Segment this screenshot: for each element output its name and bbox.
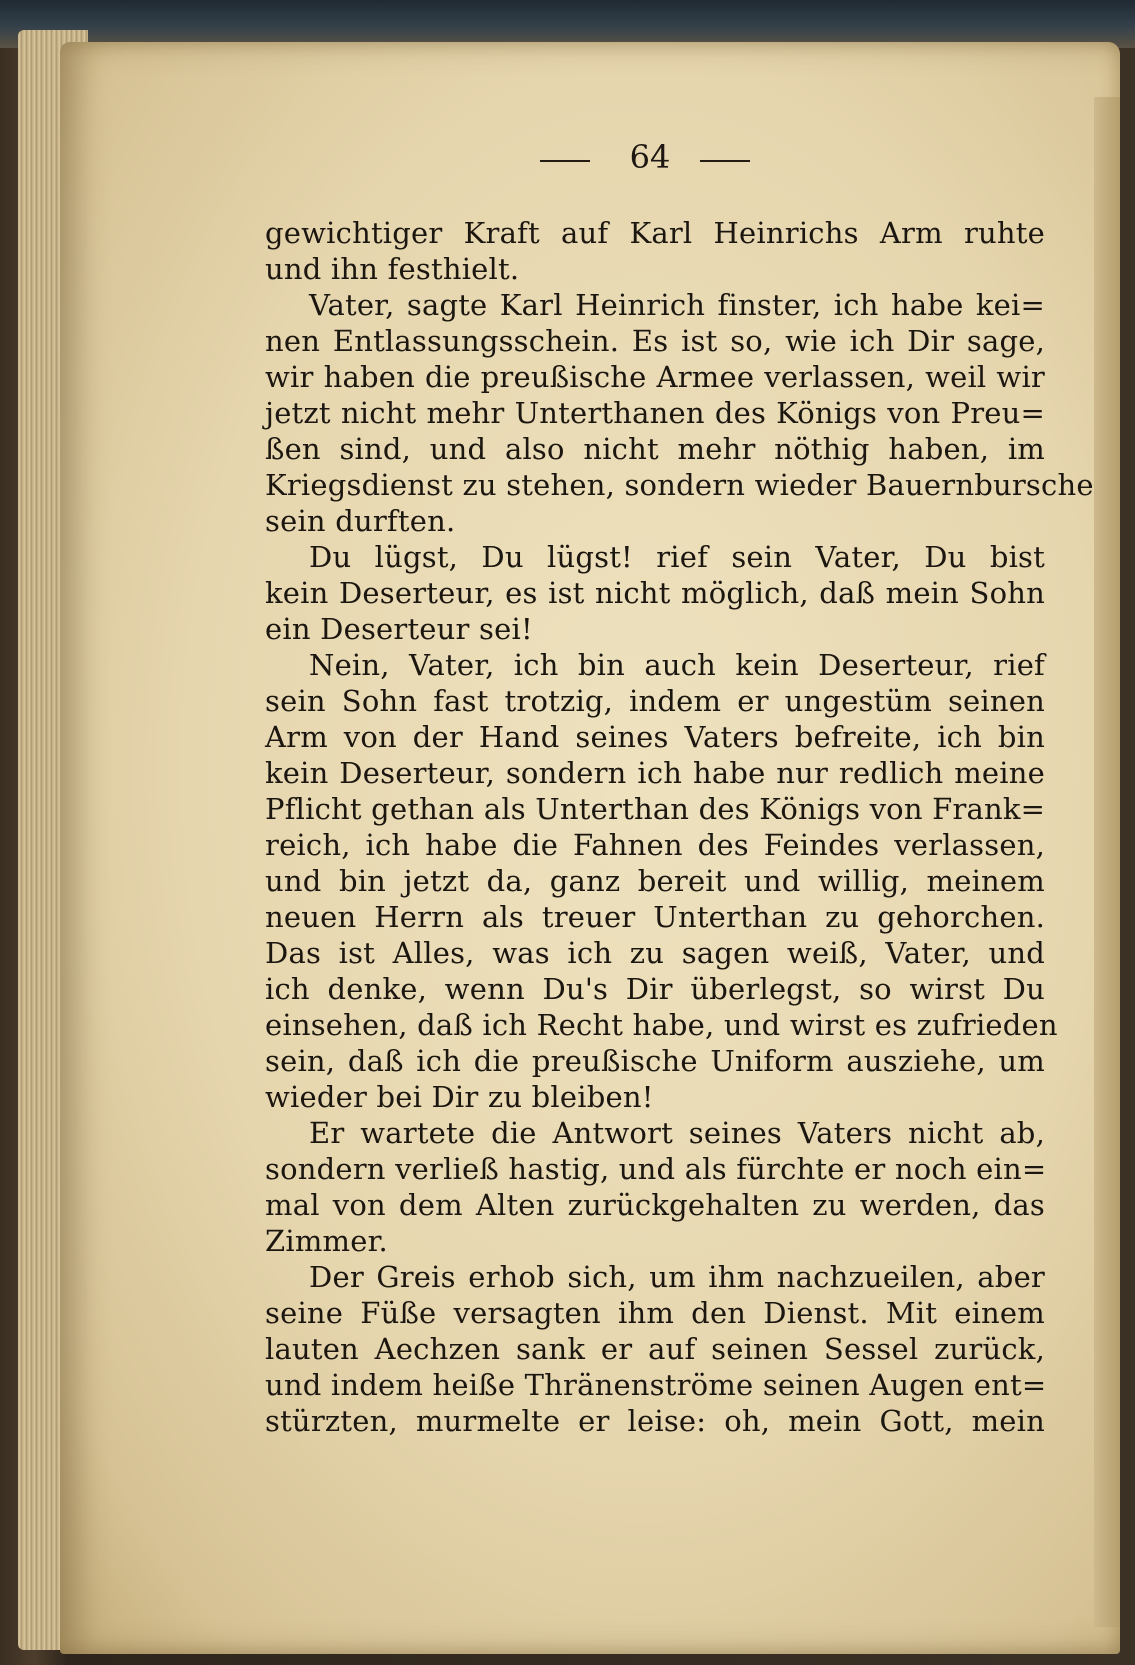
book-cover-top [0, 0, 1135, 48]
text-line: ein Deserteur sei! [265, 612, 533, 646]
text-line: Kriegsdienst zu stehen, sondern wieder Bauernbursche [265, 468, 1094, 502]
text-line: wir haben die preußische Armee verlassen, weil wir [265, 360, 1045, 394]
text-line: wieder bei Dir zu bleiben! [265, 1080, 654, 1114]
text-line: kein Deserteur, es ist nicht möglich, daß mein Sohn [265, 576, 1045, 610]
text-line: sein Sohn fast trotzig, indem er ungestüm seinen [265, 684, 1045, 718]
header-dash-left [540, 160, 590, 162]
text-line: jetzt nicht mehr Unterthanen des Königs von Preu= [265, 396, 1045, 430]
text-line: mal von dem Alten zurückgehalten zu werden, das [265, 1188, 1045, 1222]
text-line: Vater, sagte Karl Heinrich finster, ich habe kei= [309, 288, 1045, 322]
text-line: und bin jetzt da, ganz bereit und willig, meinem [265, 864, 1045, 898]
text-line: stürzten, murmelte er leise: oh, mein Gott, mein [265, 1404, 1045, 1438]
text-line: gewichtiger Kraft auf Karl Heinrichs Arm ruhte [265, 216, 1045, 250]
text-line: sein durften. [265, 504, 456, 538]
text-line: und indem heiße Thränenströme seinen Augen ent= [265, 1368, 1047, 1402]
page-text [265, 215, 1094, 1439]
text-line: sein, daß ich die preußische Uniform ausziehe, um [265, 1044, 1045, 1078]
page-header [0, 138, 1135, 178]
text-line: Nein, Vater, ich bin auch kein Deserteur, rief [309, 648, 1045, 682]
text-line: ßen sind, und also nicht mehr nöthig haben, im [265, 432, 1045, 466]
text-line: nen Entlassungsschein. Es ist so, wie ich Dir sage, [265, 324, 1045, 358]
text-line: sondern verließ hastig, und als fürchte er noch ein= [265, 1152, 1047, 1186]
next-page-edge [1094, 97, 1120, 1627]
text-line: und ihn festhielt. [265, 252, 520, 286]
text-line: einsehen, daß ich Recht habe, und wirst es zufrieden [265, 1008, 1058, 1042]
text-line: neuen Herrn als treuer Unterthan zu gehorchen. [265, 900, 1045, 934]
text-line: Der Greis erhob sich, um ihm nachzueilen, aber [309, 1260, 1045, 1294]
text-line: seine Füße versagten ihm den Dienst. Mit einem [265, 1296, 1045, 1330]
text-line: Pflicht gethan als Unterthan des Königs von Frank= [265, 792, 1046, 826]
text-line: reich, ich habe die Fahnen des Feindes verlassen, [265, 828, 1045, 862]
text-line: Zimmer. [265, 1224, 388, 1258]
text-line: Er wartete die Antwort seines Vaters nicht ab, [309, 1116, 1045, 1150]
text-line: lauten Aechzen sank er auf seinen Sessel zurück, [265, 1332, 1045, 1366]
text-line: kein Deserteur, sondern ich habe nur redlich meine [265, 756, 1045, 790]
text-line: Das ist Alles, was ich zu sagen weiß, Vater, und [265, 936, 1045, 970]
text-line: ich denke, wenn Du's Dir überlegst, so wirst Du [265, 972, 1045, 1006]
header-dash-right [700, 160, 750, 162]
page-number: 64 [629, 138, 671, 176]
text-line: Arm von der Hand seines Vaters befreite, ich bin [265, 720, 1045, 754]
text-line: Du lügst, Du lügst! rief sein Vater, Du bist [309, 540, 1045, 574]
